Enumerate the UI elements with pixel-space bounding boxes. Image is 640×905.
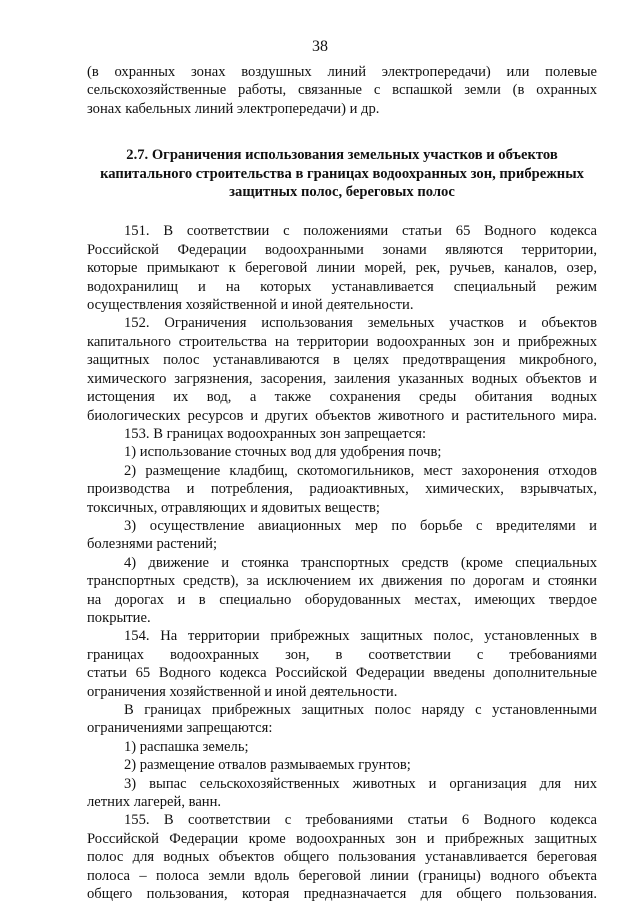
text-line: токсичных, отравляющих и ядовитых веществ; [87,499,380,516]
text-line: ограничения хозяйственной и иной деятельности. [87,683,398,700]
paragraph-151 [87,222,597,314]
text-line: защитных полос устанавливаются в целях предотвращения микробного, [87,352,597,369]
text-line: истощения их вод, а также сохранения среды обитания водных [87,389,597,406]
text-line: В границах прибрежных защитных полос наряду с установленными [124,702,597,718]
text-line: сельскохозяйственные работы, связанные с вспашкой земли (в охранных [87,82,597,99]
section-heading [87,146,597,201]
text-line: 1) распашка земель; [124,738,249,755]
text-line: 153. В границах водоохранных зон запрещается: [124,425,427,442]
text-line: которые примыкают к береговой линии морей, рек, ручьев, каналов, озер, [87,260,597,277]
text-line: (в охранных зонах воздушных линий электропередачи) или полевые [87,64,597,80]
text-line: зонах кабельных линий электропередачи) и др. [87,100,380,117]
list-item-153-1 [87,443,597,461]
text-line: капитального строительства на территории водоохранных зон и прибрежных [87,333,597,350]
text-line: статьи 65 Водного кодекса Российской Федерации введены дополнительные [87,665,597,682]
text-line: 1) использование сточных вод для удобрения почв; [124,444,442,461]
paragraph-154 [87,627,597,701]
text-line: химического загрязнения, засорения, заиления указанных водных объектов и [87,370,597,387]
list-item-153-3 [87,517,597,554]
text-line: покрытие. [87,609,151,626]
text-line: 2) размещение отвалов размываемых грунтов; [124,757,411,774]
text-line: на дорогах и в специально оборудованных местах, имеющих твердое [87,591,597,608]
heading-line: защитных полос, береговых полос [229,184,455,201]
paragraph-153 [87,425,597,443]
page-number: 38 [312,38,328,55]
text-line: 154. На территории прибрежных защитных полос, установленных в [124,628,597,645]
text-line: летних лагерей, ванн. [87,794,222,811]
text-line: 4) движение и стоянка транспортных средств (кроме специальных [124,554,597,571]
paragraph-154-intro [87,701,597,738]
text-line: осуществления хозяйственной и иной деятельности. [87,297,414,314]
text-line: Российской Федерации водоохранными зонами являются территории, [87,241,597,258]
text-line: 155. В соответствии с требованиями статьи 6 Водного кодекса [124,812,597,829]
paragraph-155 [87,811,597,903]
text-line: 2) размещение кладбищ, скотомогильников, мест захоронения отходов [124,462,597,479]
text-line: 152. Ограничения использования земельных участков и объектов [124,315,597,332]
text-line: биологических ресурсов и других объектов животного и растительного мира. [87,407,597,424]
intro-paragraph [87,63,597,118]
text-line: 3) осуществление авиационных мер по борьбе с вредителями и [124,517,597,534]
text-line: ограничениями запрещаются: [87,720,273,737]
list-item-154-3 [87,775,597,812]
text-line: 3) выпас сельскохозяйственных животных и организация для них [124,775,597,792]
list-item-153-2 [87,462,597,517]
text-line: Российской Федерации кроме водоохранных зон и прибрежных защитных [87,830,597,847]
paragraph-152 [87,314,597,424]
text-line: водохранилищ и на которых устанавливается специальный режим [87,278,597,295]
document-body [87,63,597,903]
list-item-154-2 [87,756,597,774]
text-line: производства и потребления, радиоактивных, химических, взрывчатых, [87,481,597,498]
heading-line: 2.7. Ограничения использования земельных участков и объектов [126,147,558,164]
text-line: полос для водных объектов общего пользования устанавливается береговая [87,849,597,866]
text-line: общего пользования, которая предназначается для общего пользования. [87,886,597,903]
list-item-153-4 [87,554,597,628]
heading-line: капитального строительства в границах водоохранных зон, прибрежных [100,165,584,182]
text-line: транспортных средств), за исключением их движения по дорогам и стоянки [87,573,597,590]
list-item-154-1 [87,738,597,756]
text-line: границах водоохранных зон, в соответствии с требованиями [87,646,597,663]
text-line: 151. В соответствии с положениями статьи 65 Водного кодекса [124,223,597,240]
text-line: болезнями растений; [87,536,218,553]
text-line: полоса – полоса земли вдоль береговой линии (границы) водного объекта [87,867,597,884]
